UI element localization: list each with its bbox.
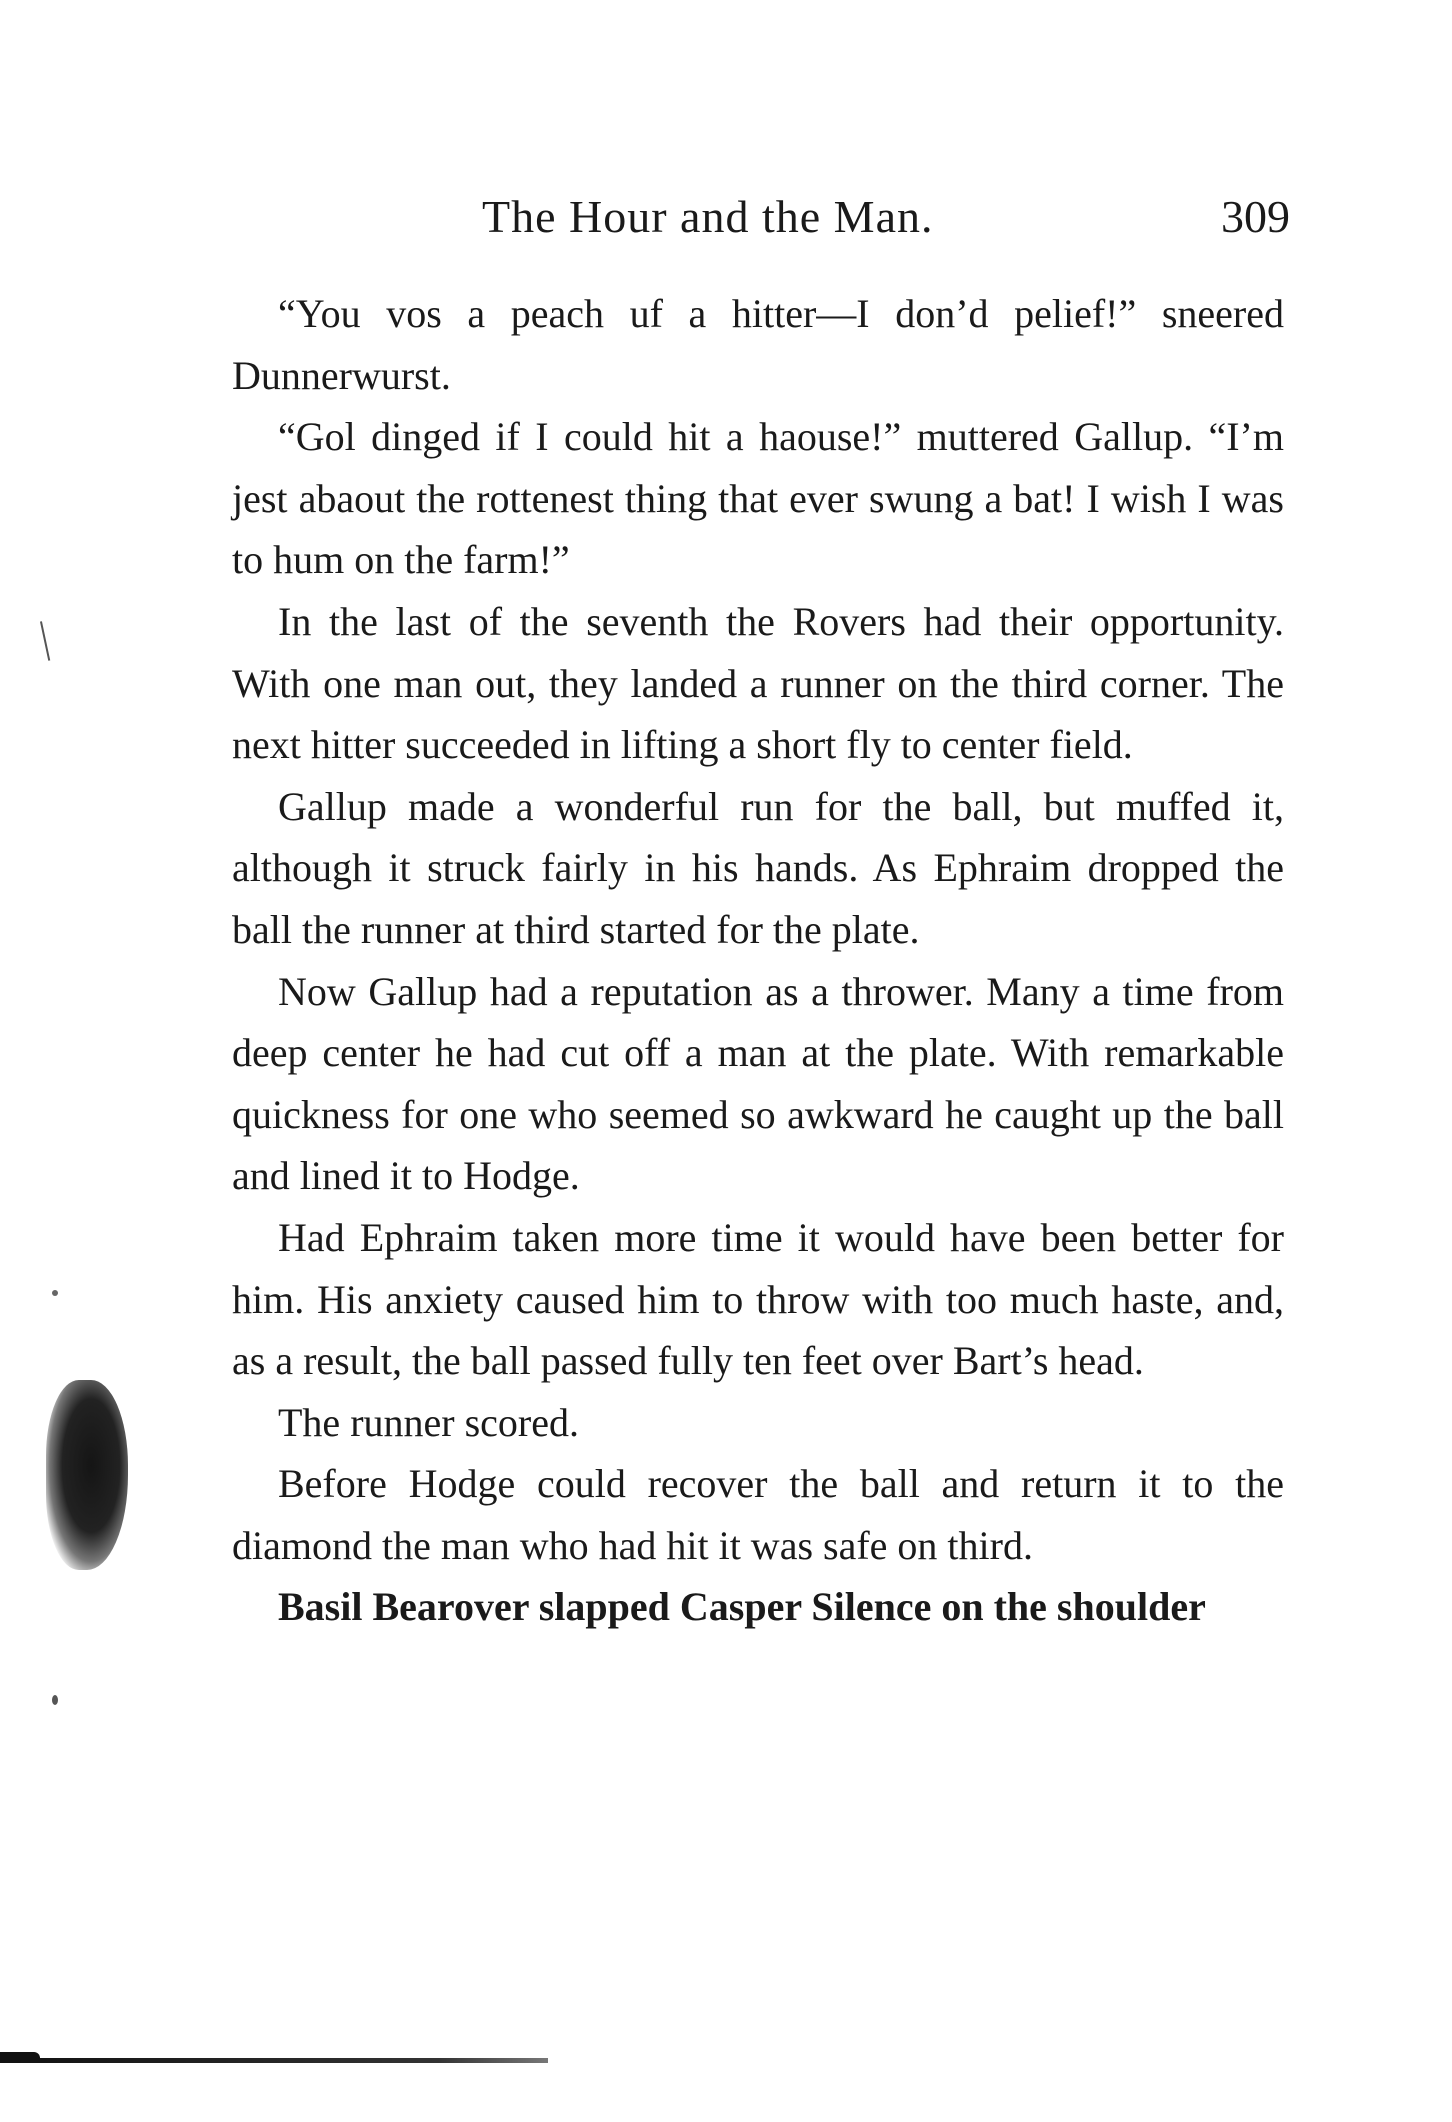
page-number: 309 bbox=[1221, 191, 1290, 242]
paragraph: The runner scored. bbox=[278, 1399, 579, 1445]
running-title: The Hour and the Man. bbox=[482, 191, 934, 242]
paragraph: Before Hodge could recover the ball and return it to the diamond the man who had hit it was safe on third. bbox=[232, 1461, 1284, 1568]
margin-speck-mark bbox=[52, 1695, 58, 1705]
paragraph: “Gol dinged if I could hit a haouse!” muttered Gallup. “I’m jest abaout the rottenest thing that ever swung a bat! I wish I was to hum on the farm!” bbox=[232, 414, 1284, 583]
paragraph: Had Ephraim taken more time it would have been better for him. His anxiety caused him to throw with too much haste, and, as a result, the ball passed fully ten feet over Bart’s head. bbox=[232, 1214, 1284, 1384]
paragraph: Gallup made a wonderful run for the ball, but muffed it, although it struck fairly in his hands. As Ephraim dropped the ball the runner at third started for the plate. bbox=[232, 783, 1284, 952]
body-text bbox=[232, 283, 1284, 1638]
margin-speck-mark bbox=[50, 525, 72, 555]
ink-blot-mark bbox=[46, 1380, 128, 1570]
paragraph: Now Gallup had a reputation as a thrower. Many a time from deep center he had cut off a man at the plate. With remarkable quickness for one who seemed so awkward he caught up the ball and lined it to Hodge. bbox=[232, 968, 1284, 1199]
paragraph: In the last of the seventh the Rovers had their opportunity. With one man out, they landed a runner on the third corner. The next hitter succeeded in lifting a short fly to center field. bbox=[232, 598, 1284, 768]
bottom-rule bbox=[0, 2058, 548, 2063]
paragraph: Basil Bearover slapped Casper Silence on the shoulder bbox=[278, 1584, 1206, 1630]
margin-speck-mark bbox=[40, 619, 60, 661]
running-head bbox=[230, 190, 1290, 250]
paragraph: “You vos a peach uf a hitter—I don’d pelief!” sneered Dunnerwurst. bbox=[232, 291, 1284, 398]
margin-speck-mark bbox=[52, 1290, 58, 1296]
